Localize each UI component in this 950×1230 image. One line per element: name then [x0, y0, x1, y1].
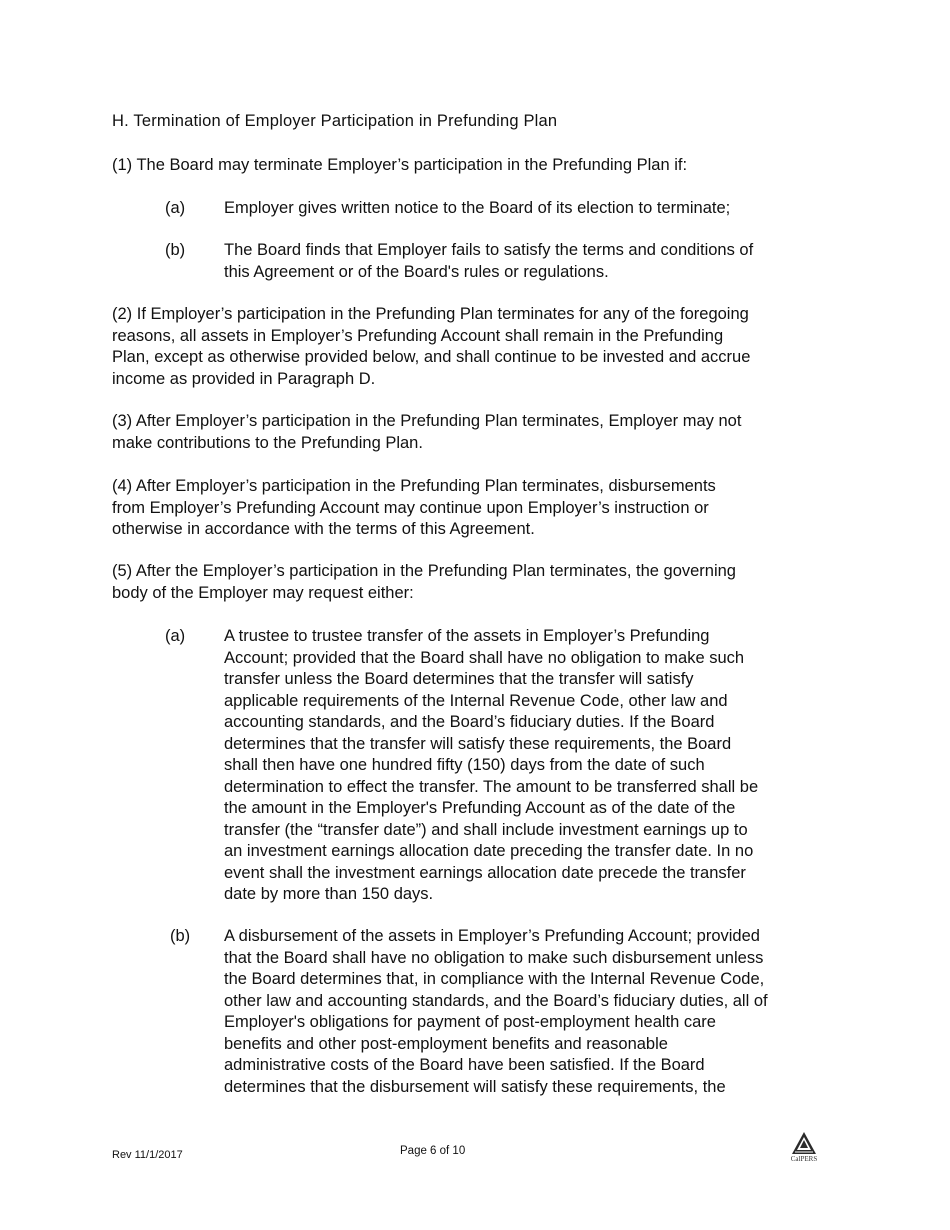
paragraph-1: (1) The Board may terminate Employer’s participation in the Prefunding Plan if: [112, 156, 688, 174]
paragraph-4 [112, 476, 852, 541]
text-line: (4) After Employer’s participation in the Prefunding Plan terminates, disbursements [112, 477, 716, 495]
item-marker: (b) [165, 241, 186, 259]
calpers-logo-icon [791, 1131, 817, 1155]
text-line: Employer gives written notice to the Board of its election to terminate; [224, 199, 731, 217]
text-line: reasons, all assets in Employer’s Prefunding Account shall remain in the Prefunding [112, 326, 724, 345]
text-line: A disbursement of the assets in Employer’s Prefunding Account; provided [224, 927, 760, 945]
text-line: administrative costs of the Board have been satisfied. If the Board [224, 1056, 705, 1074]
text-line: accounting standards, and the Board’s fiduciary duties. If the Board [224, 713, 715, 731]
logo-text: CalPERS [790, 1155, 818, 1163]
text-line: shall then have one hundred fifty (150) days from the date of such [224, 756, 705, 774]
text-line: (5) After the Employer’s participation in the Prefunding Plan terminates, the governing [112, 562, 736, 580]
page-number: Page 6 of 10 [400, 1145, 466, 1157]
text-line: benefits and other post-employment benefits and reasonable [224, 1034, 668, 1053]
text-line: income as provided in Paragraph D. [112, 369, 376, 388]
text-line: The Board finds that Employer fails to satisfy the terms and conditions of [224, 241, 754, 259]
paragraph-5-item-a [165, 626, 855, 906]
text-line: A trustee to trustee transfer of the assets in Employer’s Prefunding [224, 627, 710, 645]
paragraph-2 [112, 304, 852, 390]
calpers-logo [786, 1131, 822, 1167]
text-line: determines that the disbursement will satisfy these requirements, the [224, 1077, 726, 1096]
text-line: make contributions to the Prefunding Plan. [112, 433, 423, 452]
text-line: transfer (the “transfer date”) and shall include investment earnings up to [224, 820, 748, 839]
paragraph-3 [112, 411, 852, 454]
text-line: the Board determines that, in compliance with the Internal Revenue Code, [224, 970, 765, 988]
revision-date: Rev 11/1/2017 [112, 1149, 183, 1161]
text-line: this Agreement or of the Board's rules or regulations. [224, 262, 609, 281]
text-line: event shall the investment earnings allocation date precede the transfer [224, 863, 746, 882]
paragraph-1-item-a [165, 198, 855, 220]
section-heading: H. Termination of Employer Participation in Prefunding Plan [112, 112, 558, 130]
text-line: determination to effect the transfer. The amount to be transferred shall be [224, 777, 759, 796]
text-line: the amount in the Employer's Prefunding Account as of the date of the [224, 799, 736, 817]
paragraph-1-item-b [165, 240, 855, 283]
paragraph-5 [112, 561, 852, 604]
text-line: Plan, except as otherwise provided below, and shall continue to be invested and accrue [112, 348, 751, 366]
item-marker: (b) [170, 927, 191, 945]
text-line: determines that the transfer will satisfy these requirements, the Board [224, 734, 732, 753]
text-line: body of the Employer may request either: [112, 583, 414, 602]
text-line: otherwise in accordance with the terms of this Agreement. [112, 520, 535, 538]
text-line: an investment earnings allocation date preceding the transfer date. In no [224, 842, 754, 860]
text-line: other law and accounting standards, and the Board’s fiduciary duties, all of [224, 991, 768, 1010]
paragraph-5-item-b [170, 926, 860, 1098]
text-line: applicable requirements of the Internal Revenue Code, other law and [224, 691, 728, 710]
text-line: date by more than 150 days. [224, 885, 434, 903]
item-marker: (a) [165, 199, 186, 217]
text-line: that the Board shall have no obligation to make such disbursement unless [224, 948, 764, 967]
text-line: (3) After Employer’s participation in the Prefunding Plan terminates, Employer may not [112, 412, 742, 430]
text-line: Account; provided that the Board shall have no obligation to make such [224, 648, 745, 667]
text-line: (2) If Employer’s participation in the Prefunding Plan terminates for any of the foregoing [112, 305, 749, 323]
text-line: from Employer’s Prefunding Account may continue upon Employer’s instruction or [112, 498, 709, 517]
text-line: Employer's obligations for payment of post-employment health care [224, 1013, 716, 1031]
item-marker: (a) [165, 627, 186, 645]
text-line: transfer unless the Board determines that the transfer will satisfy [224, 670, 694, 688]
